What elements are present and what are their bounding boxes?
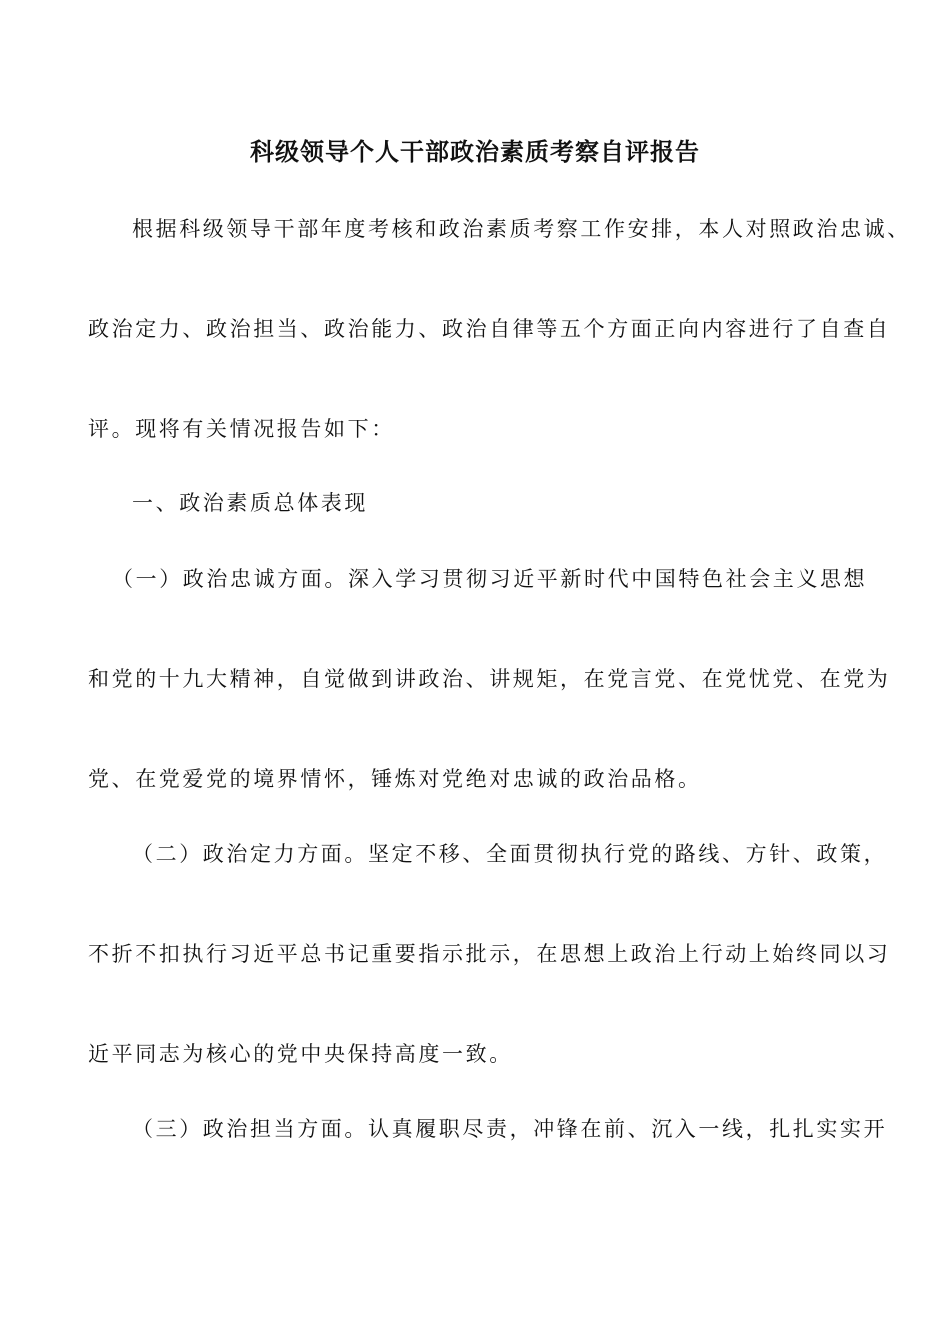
paragraph-line: 不折不扣执行习近平总书记重要指示批示，在思想上政治上行动上始终同以习 xyxy=(88,942,891,966)
paragraph-line: 和党的十九大精神，自觉做到讲政治、讲规矩，在党言党、在党忧党、在党为 xyxy=(88,667,891,691)
paragraph-line: （一）政治忠诚方面。深入学习贯彻习近平新时代中国特色社会主义思想 xyxy=(112,567,868,591)
paragraph-line: 党、在党爱党的境界情怀，锤炼对党绝对忠诚的政治品格。 xyxy=(88,767,702,791)
paragraph-line: 根据科级领导干部年度考核和政治素质考察工作安排，本人对照政治忠诚、 xyxy=(132,217,911,241)
paragraph-line: 政治定力、政治担当、政治能力、政治自律等五个方面正向内容进行了自查自 xyxy=(88,317,891,341)
section-heading: 一、政治素质总体表现 xyxy=(132,491,368,515)
document-title: 科级领导个人干部政治素质考察自评报告 xyxy=(250,137,700,166)
paragraph-line: （二）政治定力方面。坚定不移、全面贯彻执行党的路线、方针、政策， xyxy=(132,842,888,866)
paragraph-line: （三）政治担当方面。认真履职尽责，冲锋在前、沉入一线，扎扎实实开 xyxy=(132,1117,888,1141)
paragraph-line: 近平同志为核心的党中央保持高度一致。 xyxy=(88,1042,513,1066)
paragraph-line: 评。现将有关情况报告如下： xyxy=(88,417,395,441)
